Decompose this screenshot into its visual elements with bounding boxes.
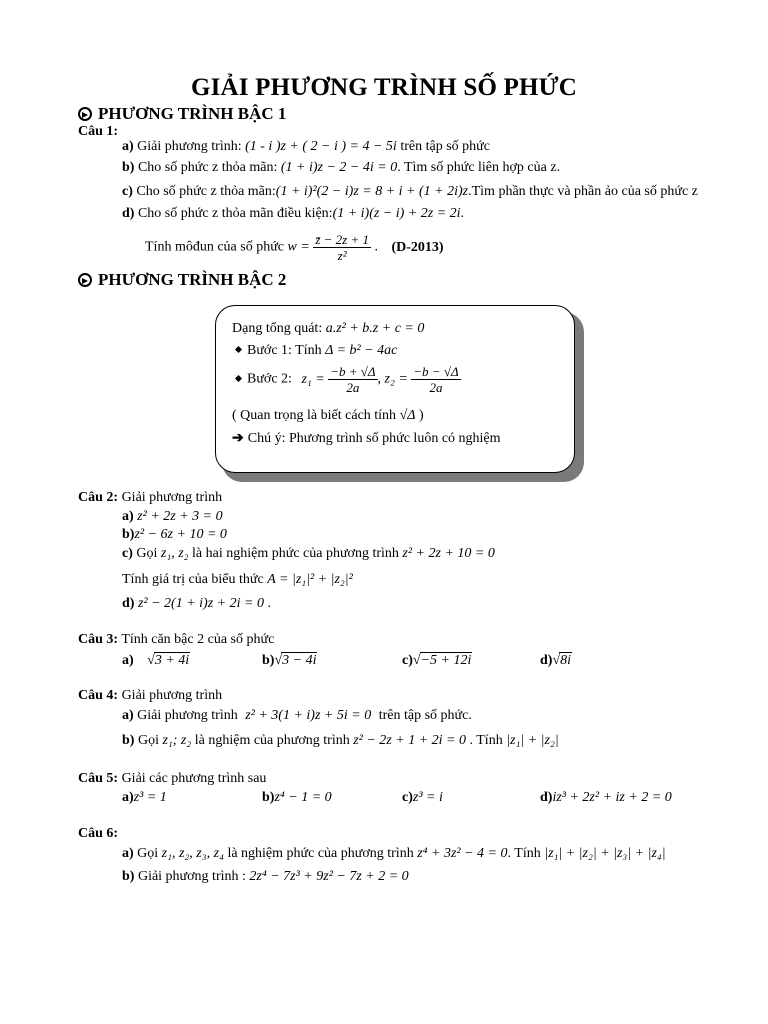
box-step-1: Bước 1: Tính Δ = b² − 4ac xyxy=(232,343,397,359)
question-4-heading: Câu 4: Giải phương trình xyxy=(78,688,223,703)
page-title: GIẢI PHƯƠNG TRÌNH SỐ PHỨC xyxy=(190,74,578,101)
question-3b: b)√3 − 4i xyxy=(262,653,317,668)
section-heading-linear: PHƯƠNG TRÌNH BẬC 1 xyxy=(78,104,286,124)
question-5a: a)z³ = 1 xyxy=(122,790,167,805)
circled-arrow-icon xyxy=(78,107,92,121)
question-5c: c)z³ = i xyxy=(402,790,443,805)
question-3d: d)√8i xyxy=(540,653,572,668)
question-3-heading: Câu 3: Tính căn bậc 2 của số phức xyxy=(78,632,275,647)
diamond-bullet-icon xyxy=(235,346,242,353)
box-tip: ➔ Chú ý: Phương trình số phức luôn có nghiệm xyxy=(232,431,501,446)
section-heading-quadratic: PHƯƠNG TRÌNH BẬC 2 xyxy=(78,270,286,290)
question-5b: b)z⁴ − 1 = 0 xyxy=(262,790,332,805)
z1-fraction: $\frac{-b + √\Delta}{2a}$ xyxy=(330,364,376,395)
question-2a: a) z² + 2z + 3 = 0 xyxy=(122,509,223,524)
question-1-label: Câu 1: xyxy=(78,124,119,139)
box-step-2: Bước 2: z₁ = $\frac{-b + √\Delta}{2a}$ , z₂ = $\frac{-b - √\Delta}{2a}$ xyxy=(232,364,461,395)
question-1d: d) Cho số phức z thỏa mãn điều kiện:(1 + i)(z − i) + 2z = 2i. xyxy=(122,206,465,221)
box-note: ( Quan trọng là biết cách tính √Δ ) xyxy=(232,408,424,423)
z2-fraction: $\frac{-b - √\Delta}{2a}$ xyxy=(413,364,459,395)
question-5d: d)iz³ + 2z² + iz + 2 = 0 xyxy=(540,790,672,805)
question-6-heading: Câu 6: xyxy=(78,826,119,841)
question-1c: c) Cho số phức z thỏa mãn:(1 + i)²(2 − i)z = 8 + i + (1 + 2i)z.Tìm phần thực và phần ảo của số phức z xyxy=(122,184,698,199)
question-3c: c)√−5 + 12i xyxy=(402,653,472,668)
question-2-heading: Câu 2: Giải phương trình xyxy=(78,490,223,505)
formula-box xyxy=(215,305,575,473)
question-3a: a) √3 + 4i xyxy=(122,653,190,668)
question-4b: b) Gọi z₁; z₂ là nghiệm của phương trình z² − 2z + 1 + 2i = 0 . Tính |z₁| + |z₂| xyxy=(122,733,559,748)
question-1d-modulus: Tính môđun của số phức w = $\frac{z̄ - 2z + 1}{\text{z²}}$ . (D-2013) xyxy=(145,232,444,263)
question-1b: b) Cho số phức z thỏa mãn: (1 + i)z − 2 − 4i = 0. Tìm số phức liên hợp của z. xyxy=(122,160,561,175)
circled-arrow-icon xyxy=(78,273,92,287)
question-4a: a) Giải phương trình z² + 3(1 + i)z + 5i = 0 trên tập số phức. xyxy=(122,708,472,723)
question-5-heading: Câu 5: Giải các phương trình sau xyxy=(78,771,267,786)
question-2b: b)z² − 6z + 10 = 0 xyxy=(122,527,227,542)
question-2c-expression: Tính giá trị của biểu thức A = |z₁|² + |z₂|² xyxy=(122,572,353,587)
right-arrow-icon: ➔ xyxy=(232,431,244,446)
box-general-form: Dạng tổng quát: a.z² + b.z + c = 0 xyxy=(232,321,425,336)
question-6a: a) Gọi z₁, z₂, z₃, z₄ là nghiệm phức của phương trình z⁴ + 3z² − 4 = 0. Tính |z₁| + |z₂| + |z₃| + |z₄| xyxy=(122,846,666,861)
diamond-bullet-icon xyxy=(235,375,242,382)
question-2d: d) z² − 2(1 + i)z + 2i = 0 . xyxy=(122,596,271,611)
question-1a: a) Giải phương trình: (1 - i )z + ( 2 − i ) = 4 − 5i trên tập số phức xyxy=(122,139,490,154)
question-6b: b) Giải phương trình : 2z⁴ − 7z³ + 9z² − 7z + 2 = 0 xyxy=(122,869,409,884)
question-2c: c) Gọi z₁, z₂ là hai nghiệm phức của phương trình z² + 2z + 10 = 0 xyxy=(122,546,495,561)
modulus-fraction: $\frac{z̄ - 2z + 1}{\text{z²}}$ xyxy=(315,232,369,263)
